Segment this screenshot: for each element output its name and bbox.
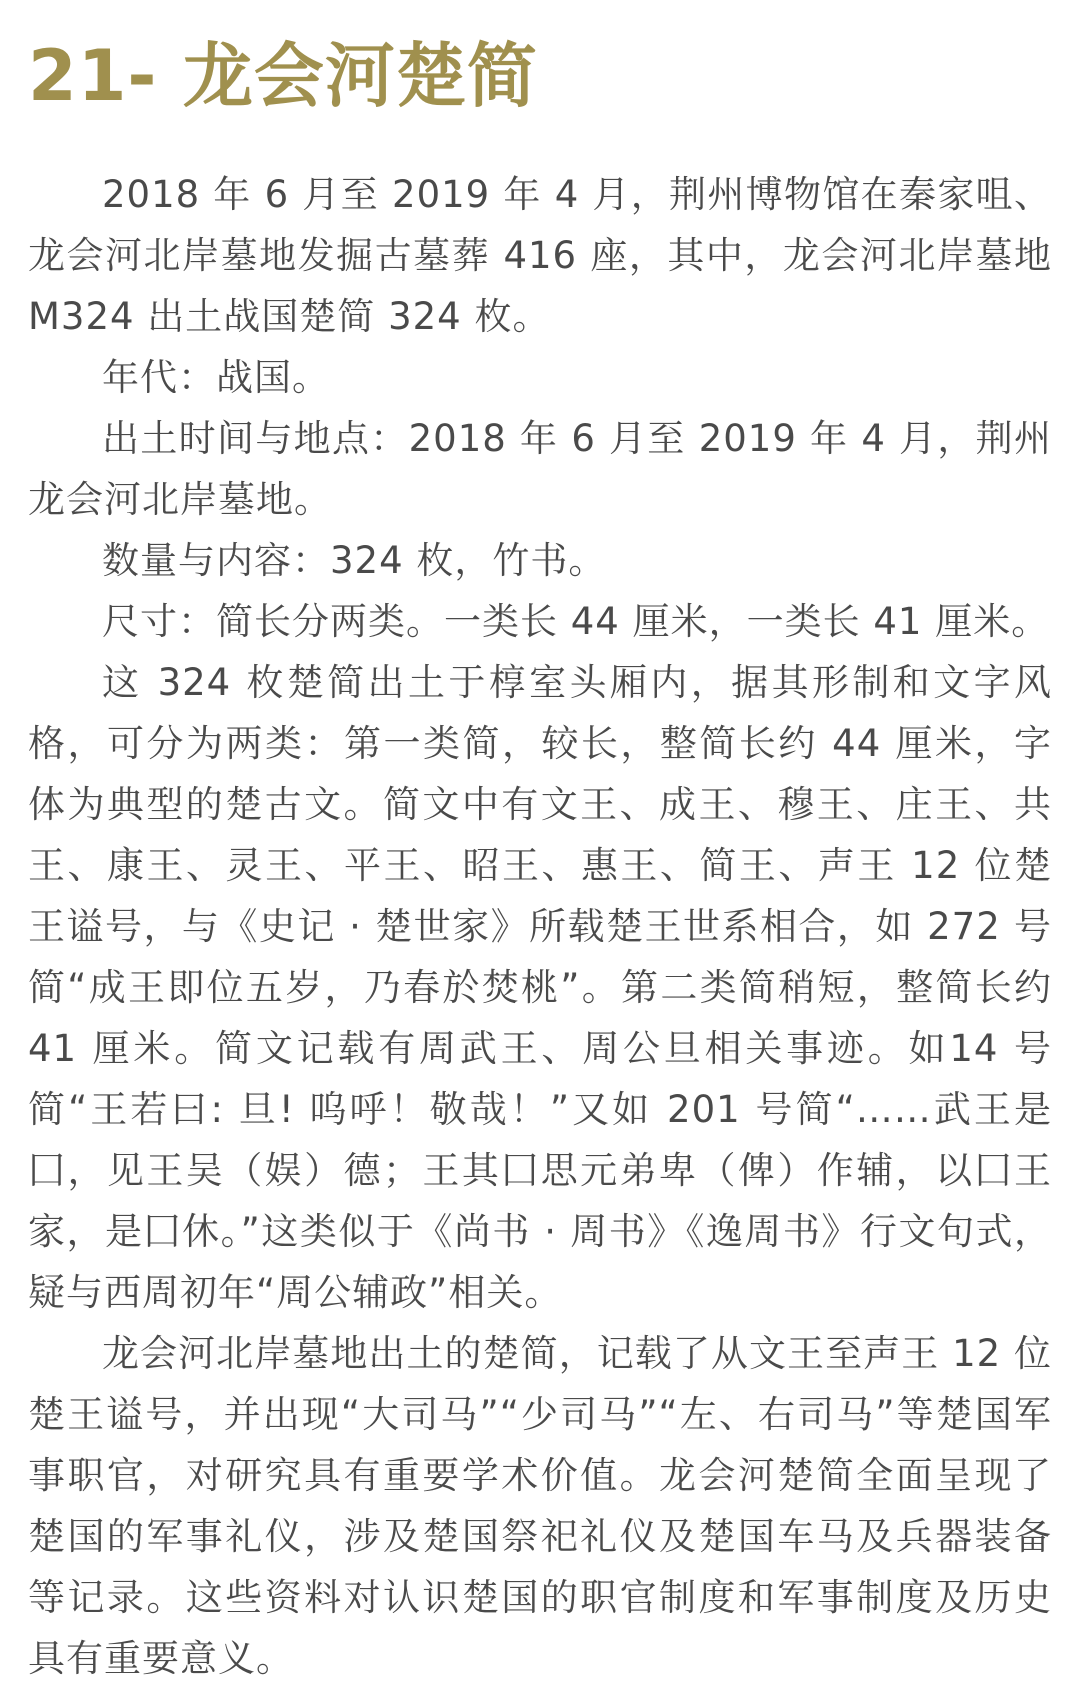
paragraph-quantity: 数量与内容：324 枚，竹书。	[102, 539, 607, 582]
paragraph-intro: 2018 年 6 月至 2019 年 4 月，荆州博物馆在秦家咀、龙会河北岸墓地发掘古墓葬 416 座，其中，龙会河北岸墓地 M324 出土战国楚简 324 枚。	[28, 173, 1052, 338]
paragraph-size: 尺寸：简长分两类。一类长 44 厘米，一类长 41 厘米。	[102, 600, 1050, 643]
paragraph-significance: 龙会河北岸墓地出土的楚简，记载了从文王至声王 12 位楚王谥号，并出现“大司马”“少司马”“左、右司马”等楚国军事职官，对研究具有重要学术价值。龙会河楚简全面呈现了楚国的军事礼仪，涉及楚国祭祀礼仪及楚国车马及兵器装备等记录。这些资料对认识楚国的职官制度和军事制度及历史具有重要意义。	[28, 1332, 1052, 1680]
article-body	[28, 164, 1052, 1689]
paragraph-description: 这 324 枚楚简出土于椁室头厢内，据其形制和文字风格，可分为两类：第一类简，较长，整简长约 44 厘米，字体为典型的楚古文。简文中有文王、成王、穆王、庄王、共王、康王、灵王、平王、昭王、惠王、简王、声王 12 位楚王谥号，与《史记 · 楚世家》所载楚王世系相合，如 272 号简“成王即位五岁，乃春於焚桃”。第二类简稍短，整简长约 41 厘米。简文记载有周武王、周公旦相关事迹。如14 号简“王若曰: 旦! 呜呼！敬哉！”又如 201 号简“……武王是囗，见王吴（娱）德；王其囗思元弟卑（俾）作辅，以囗王家，是囗休。”这类似于《尚书 · 周书》《逸周书》行文句式，疑与西周初年“周公辅政”相关。	[28, 661, 1052, 1314]
paragraph-era: 年代：战国。	[102, 356, 330, 399]
paragraph-excavation: 出土时间与地点：2018 年 6 月至 2019 年 4 月，荆州龙会河北岸墓地。	[28, 417, 1052, 521]
page-title: 21- 龙会河楚简	[28, 35, 538, 117]
